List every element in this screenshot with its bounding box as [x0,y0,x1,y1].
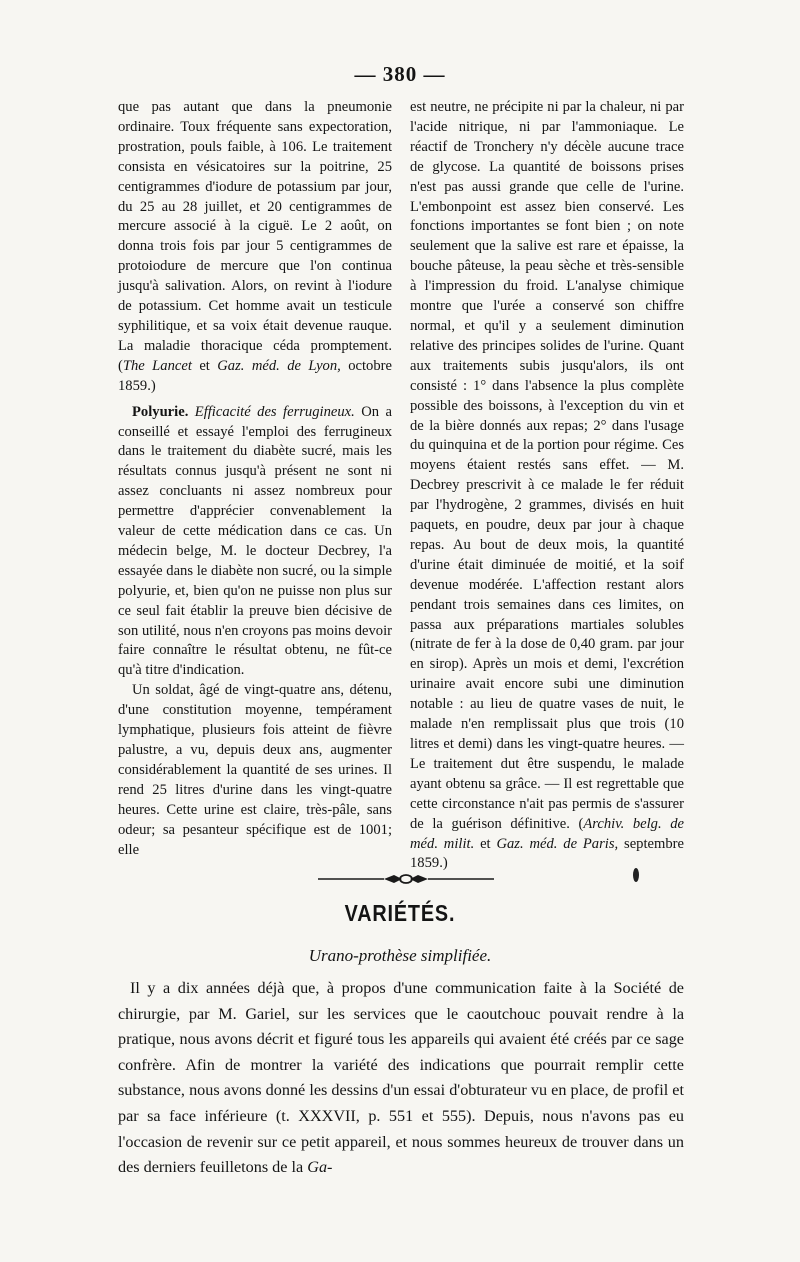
citation-lancet: The Lancet [122,357,192,374]
left-paragraph-1 [118,98,392,397]
left-paragraph-3: Un soldat, âgé de vingt-quatre ans, détenu, d'une constitution moyenne, tempérament lymphatique, plusieurs fois atteint de fièvre palustre, a vu, depuis deux ans, augmenter considérablement la quantité de ses urines. Il rend 25 litres d'urine dans les vingt-quatre heures. Cette urine est claire, très-pâle, sans odeur; sa pesanteur spécifique est de 1001; elle [118,682,392,858]
citation-date: octobre 1859.) [118,357,392,394]
left-paragraph-2-text: On a conseillé et essayé l'emploi des ferrugineux dans le traitement du diabète sucré, mais les résultats connus jusqu'à présent ne sont ni assez concluants ni assez nombreux pour permettre d'apprécier convenablement la valeur de cette médication dans ce cas. Un médecin belge, M. le docteur Decbrey, l'a essayée dans le diabète non sucré, ou la simple polyurie, et, bien qu'on ne puisse non plus sur ce seul fait établir la preuve bien décisive de son utilité, nous n'en croyons pas moins devoir faire connaître le résultat obtenu, ne fût-ce qu'à titre d'indication. [118,403,392,679]
citation-gaz-lyon: Gaz. méd. de Lyon, [217,357,341,374]
section-subtitle: Urano-prothèse simplifiée. [308,946,492,965]
right-column [410,98,684,874]
polyurie-heading: Polyurie. [132,403,189,420]
citation-archiv-belg: Archiv. belg. de méd. milit. [410,815,684,852]
citation-connector: et [191,357,218,374]
right-paragraph-1 [410,98,684,874]
ink-spot [633,868,639,882]
article-text-end: Ga- [307,1158,333,1177]
polyurie-subheading: Efficacité des ferrugineux. [188,403,355,420]
article-text: Il y a dix années déjà que, à propos d'une communication faite à la Société de chirurgie, par M. Gariel, sur les services que le caoutchouc pouvait rendre à la pratique, nous avons décrit et figuré tous les appareils qui avaient été créés par ce sage confrère. Afin de montrer la variété des indications que pourrait remplir cette substance, nous avons donné les dessins d'un essai d'obturateur vu en place, de profil et par sa face inférieure (t. XXXVII, p. 551 et 555). Depuis, nous n'avons pas eu l'occasion de revenir sur ce petit appareil, et nous sommes heureux de trouver dans un des derniers feuilletons de la [118,979,684,1177]
article-body [118,976,684,1181]
article-paragraph [118,976,684,1181]
ornament-divider-icon [318,872,494,886]
two-column-text [118,98,684,874]
citation-date: septembre 1859.) [410,835,684,872]
section-title: VARIÉTÉS. [344,900,456,926]
left-paragraph-1-text: que pas autant que dans la pneumonie ordinaire. Toux fréquente sans expectoration, prostration, pouls faible, à 106. Le traitement consista en vésicatoires sur la poitrine, 25 centigrammes d'iodure de potassium par jour, du 25 au 28 juillet, et 20 centigrammes de mercure associé à la ciguë. Le 2 août, on donna trois fois par jour 5 centigrammes de protoiodure de mercure que l'on continua jusqu'à salivation. Alors, on revint à l'iodure de potassium. Cet homme avait un testicule syphilitique, et sa voix était devenue rauque. La maladie thoracique céda promptement. ( [118,99,392,374]
citation-gaz-paris: Gaz. méd. de Paris, [496,835,619,852]
right-paragraph-1-text: est neutre, ne précipite ni par la chaleur, ni par l'acide nitrique, ni par l'ammoniaque. Le réactif de Tronchery n'y décèle aucune trace de glycose. La quantité de boissons prises n'est pas aussi grande que celle de l'urine. L'embonpoint est assez bien conservé. Les fonctions importantes se font bien ; on note seulement que la salive est rare et épaisse, la bouche pâteuse, la peau sèche et très-sensible à l'impression du froid. L'analyse chimique montre que l'urée a conservé son chiffre normal, et qu'il y a seulement diminution relative des principes solides de l'urine. Quant aux traitements subis jusqu'alors, ils ont consisté : 1° dans l'absence la plus complète possible des boissons, à l'exception du vin et de la bière donnés aux repas; 2° dans l'usage du quinquina et de la portion pour régime. Ces moyens étaient restés sans effet. — M. Decbrey prescrivit à ce malade le fer réduit par l'hydrogène, 2 grammes, divisés en huit paquets, en poudre, deux par jour à chaque repas. Au bout de deux mois, la quantité d'urine était diminuée de moitié, et la soif devenue modérée. L'affection restant alors pendant trois semaines dans ces limites, on passa aux préparations martiales solubles (nitrate de fer à la dose de 0,40 gram. par jour en sirop). Après un mois et demi, l'excrétion urinaire avait encore subi une diminution notable : au lieu de quatre vases de nuit, le malade n'en remplissait plus que trois (10 litres et demi) dans les vingt-quatre heures. — Le traitement dut être suspendu, le malade ayant obtenu sa grâce. — Il est regrettable que cette circonstance n'ait pas permis de s'assurer de la guérison définitive. ( [410,99,684,832]
page-number: — 380 — [354,62,446,86]
citation-connector: et [474,835,497,852]
left-column [118,98,392,874]
left-paragraph-2 [118,403,392,682]
